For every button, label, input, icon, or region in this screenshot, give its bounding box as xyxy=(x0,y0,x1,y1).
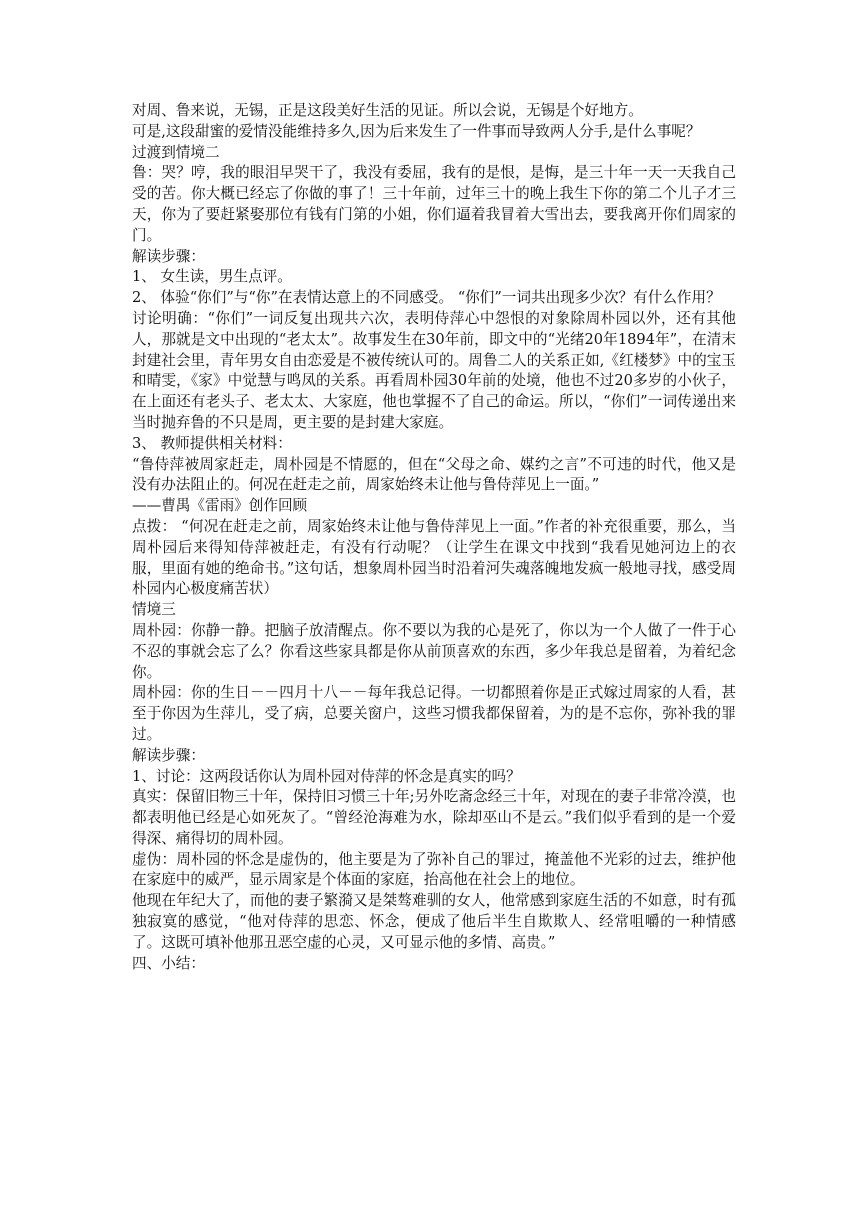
paragraph-closing-wuxi: 对周、鲁来说，无锡，正是这段美好生活的见证。所以会说，无锡是个好地方。 xyxy=(132,102,643,119)
paragraph-genuine-view: 真实：保留旧物三十年，保持旧习惯三十年;另外吃斋念经三十年，对现在的妻子非常冷漠，也都表明他已经是心如死灰了。“曾经沧海难为水，除却巫山不是云。”我们似乎看到的是一个爱得深、痛得切的周朴园。 xyxy=(132,788,736,847)
paragraph-guidance: 点拨： “何况在赶走之前，周家始终未让他与鲁侍萍见上一面。”作者的补充很重要，那么，当周朴园后来得知侍萍被赶走，有没有行动呢？（让学生在课文中找到“我看见她河边上的衣服，里面有她的绝命书。”这句话，想象周朴园当时沿着河失魂落魄地发疯一般地寻找，感受周朴园内心极度痛苦状） xyxy=(132,517,736,598)
section-heading-summary: 四、小结： xyxy=(132,954,205,972)
paragraph-analysis: 他现在年纪大了，而他的妻子繁漪又是桀骜难驯的女人，他常感到家庭生活的不如意，时有孤独寂寞的感觉，“他对侍萍的思恋、怀念，便成了他后半生自欺欺人、经常咀嚼的一种情感了。这既可填补他那丑恶空虚的心灵，又可显示他的多情、高贵。” xyxy=(132,892,736,951)
section-heading-scene-two-transition: 过渡到情境二 xyxy=(132,143,220,161)
section-heading-scene-three: 情境三 xyxy=(132,601,176,619)
quote-source: ——曹禺《雷雨》创作回顾 xyxy=(132,497,308,515)
paragraph-quoted-material: “鲁侍萍被周家赶走，周朴园是不情愿的，但在“父母之命、媒约之言”不可违的时代，他又是没有办法阻止的。何况在赶走之前，周家始终未让他与鲁侍萍见上一面。” xyxy=(132,455,736,494)
paragraph-zhou-dialogue-2: 周朴园：你的生日－－四月十八－－每年我总记得。一切都照着你是正式嫁过周家的人看，甚至于你因为生萍儿，受了病，总要关窗户，这些习惯我都保留着，为的是不忘你，弥补我的罪过。 xyxy=(132,684,736,743)
paragraph-lu-dialogue: 鲁：哭？哼，我的眼泪早哭干了，我没有委屈，我有的是恨，是悔，是三十年一天一天我自己受的苦。你大概已经忘了你做的事了！三十年前，过年三十的晚上我生下你的第二个儿子才三天，你为了要赶紧娶那位有钱有门第的小姐，你们逼着我冒着大雪出去，要我离开你们周家的门。 xyxy=(132,164,736,244)
paragraph-transition-question: 可是,这段甜蜜的爱情没能维持多久,因为后来发生了一件事而导致两人分手,是什么事呢？ xyxy=(132,122,701,140)
section-heading-reading-steps: 解读步骤： xyxy=(132,247,205,265)
step-item-1: 1、 女生读，男生点评。 xyxy=(132,268,292,286)
paragraph-hypocritical-view: 虚伪：周朴园的怀念是虚伪的，他主要是为了弥补自己的罪过，掩盖他不光彩的过去，维护他在家庭中的威严，显示周家是个体面的家庭，抬高他在社会上的地位。 xyxy=(132,850,736,889)
step-item-3: 3、 教师提供相关材料： xyxy=(132,434,292,452)
section-heading-reading-steps-2: 解读步骤： xyxy=(132,746,205,764)
step-item-discussion: 1、讨论：这两段话你认为周朴园对侍萍的怀念是真实的吗？ xyxy=(132,767,521,785)
document-page xyxy=(132,101,736,974)
paragraph-discussion: 讨论明确：“你们”一词反复出现共六次，表明侍萍心中怨恨的对象除周朴园以外，还有其他人，那就是文中出现的“老太太”。故事发生在30年前，即文中的“光绪20年1894年”，在清末封建社会里，青年男女自由恋爱是不被传统认可的。周鲁二人的关系正如,《红楼梦》中的宝玉和晴雯，《家》中觉慧与鸣凤的关系。再看周朴园30年前的处境，他也不过20多岁的小伙子，在上面还有老头子、老太太、大家庭，他也掌握不了自己的命运。所以，“你们”一词传递出来当时抛弃鲁的不只是周，更主要的是封建大家庭。 xyxy=(132,309,736,431)
paragraph-zhou-dialogue-1: 周朴园：你静一静。把脑子放清醒点。你不要以为我的心是死了，你以为一个人做了一件于心不忍的事就会忘了么？你看这些家具都是你从前顶喜欢的东西，多少年我总是留着，为着纪念你。 xyxy=(132,621,736,681)
step-item-2: 2、 体验“你们”与“你”在表情达意上的不同感受。 “你们”一词共出现多少次？有什么作用？ xyxy=(132,289,721,307)
